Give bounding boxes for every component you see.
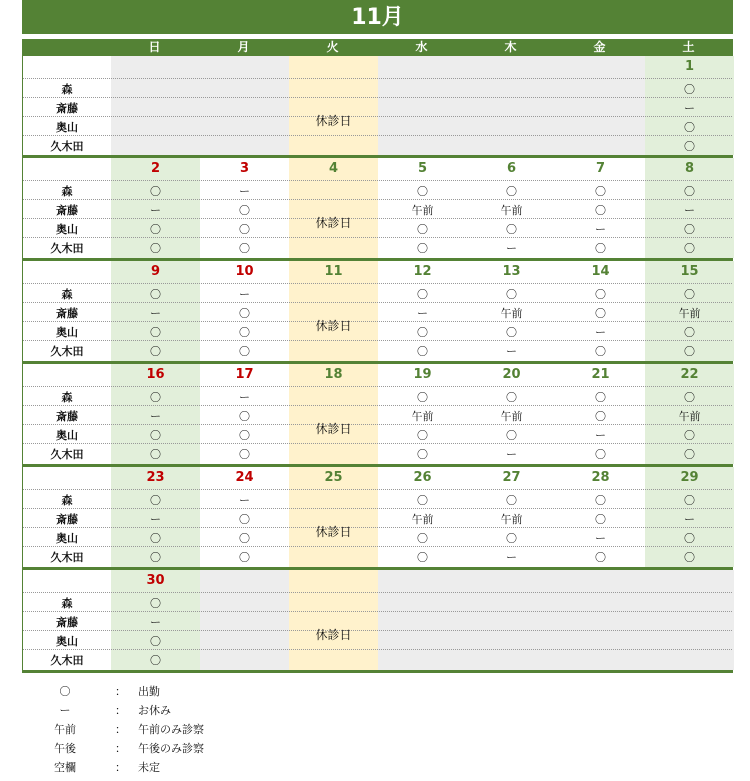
date-number: 1 (684, 59, 695, 74)
row-divider (23, 611, 732, 612)
schedule-cell: ー (239, 391, 250, 404)
schedule-cell: ー (595, 326, 606, 339)
weekday-header-mon: 月 (237, 40, 250, 54)
legend-colon: ： (115, 761, 126, 774)
schedule-cell: 〇 (417, 391, 428, 404)
staff-name: 奥山 (56, 429, 78, 442)
day-column-bg (289, 570, 378, 670)
schedule-cell: 〇 (417, 429, 428, 442)
schedule-cell: ー (150, 410, 161, 423)
day-column-bg (556, 570, 645, 670)
schedule-cell: 〇 (150, 532, 161, 545)
date-number: 18 (324, 367, 343, 382)
legend-symbol: 空欄 (54, 761, 76, 774)
row-divider (23, 135, 732, 136)
calendar-grid (22, 56, 733, 673)
schedule-cell: 〇 (506, 185, 517, 198)
closed-day-label: 休診日 (315, 114, 352, 128)
legend-description: 出勤 (138, 685, 160, 698)
date-number: 26 (413, 470, 432, 485)
staff-name: 久木田 (50, 654, 84, 667)
schedule-cell: 〇 (239, 448, 250, 461)
schedule-cell: 〇 (684, 429, 695, 442)
week-row (22, 56, 733, 158)
schedule-cell: 〇 (595, 307, 606, 320)
day-column-bg (289, 56, 378, 155)
staff-name: 斎藤 (56, 410, 78, 423)
day-column-bg (556, 56, 645, 155)
staff-name: 奥山 (56, 532, 78, 545)
schedule-cell: 午前 (500, 410, 523, 423)
schedule-cell: ー (506, 345, 517, 358)
staff-name: 奥山 (56, 635, 78, 648)
schedule-cell: 〇 (239, 345, 250, 358)
legend-description: 午前のみ診察 (138, 723, 204, 736)
staff-name: 森 (61, 83, 73, 96)
schedule-cell: 〇 (684, 140, 695, 153)
weekday-header-fri: 金 (593, 40, 606, 54)
row-divider (23, 237, 732, 238)
schedule-cell: 〇 (684, 448, 695, 461)
date-number: 30 (146, 573, 165, 588)
schedule-cell: 〇 (150, 494, 161, 507)
schedule-cell: ー (150, 616, 161, 629)
date-number: 15 (680, 264, 699, 279)
row-divider (23, 649, 732, 650)
staff-name: 久木田 (50, 448, 84, 461)
row-divider (23, 302, 732, 303)
staff-name: 奥山 (56, 121, 78, 134)
schedule-cell: 〇 (684, 326, 695, 339)
date-number: 14 (591, 264, 610, 279)
schedule-cell: 〇 (417, 551, 428, 564)
schedule-cell: 〇 (150, 551, 161, 564)
schedule-cell: 〇 (150, 326, 161, 339)
schedule-cell: 〇 (595, 345, 606, 358)
row-divider (23, 78, 732, 79)
schedule-cell: 〇 (150, 345, 161, 358)
legend-symbol: 〇 (59, 685, 71, 698)
schedule-cell: 〇 (417, 242, 428, 255)
date-number: 3 (239, 161, 250, 176)
schedule-cell: ー (239, 185, 250, 198)
schedule-cell: 午前 (411, 513, 434, 526)
schedule-cell: 〇 (684, 391, 695, 404)
schedule-cell: 〇 (684, 242, 695, 255)
schedule-cell: 〇 (417, 448, 428, 461)
schedule-cell: 〇 (506, 326, 517, 339)
schedule-cell: 午前 (678, 307, 701, 320)
row-divider (23, 199, 732, 200)
date-number: 23 (146, 470, 165, 485)
month-title: 11月 (22, 0, 733, 34)
day-column-bg (645, 570, 734, 670)
schedule-cell: 〇 (150, 223, 161, 236)
schedule-cell: 〇 (239, 326, 250, 339)
staff-name: 久木田 (50, 345, 84, 358)
date-number: 9 (150, 264, 161, 279)
schedule-cell: 〇 (684, 185, 695, 198)
row-divider (23, 340, 732, 341)
schedule-cell: 〇 (239, 429, 250, 442)
schedule-cell: ー (506, 242, 517, 255)
schedule-cell: 〇 (417, 288, 428, 301)
weekday-header-tue: 火 (326, 40, 339, 54)
schedule-cell: 〇 (417, 494, 428, 507)
legend-colon: ： (115, 723, 126, 736)
closed-day-label: 休診日 (315, 628, 352, 642)
date-number: 17 (235, 367, 254, 382)
schedule-cell: 〇 (595, 551, 606, 564)
schedule-cell: 午前 (411, 410, 434, 423)
date-number: 28 (591, 470, 610, 485)
staff-name: 森 (61, 494, 73, 507)
day-column-bg (378, 56, 467, 155)
date-number: 5 (417, 161, 428, 176)
legend-colon: ： (115, 742, 126, 755)
date-number: 11 (324, 264, 343, 279)
schedule-cell: 〇 (239, 551, 250, 564)
weekday-header-row (22, 39, 733, 56)
staff-name: 森 (61, 288, 73, 301)
legend-description: 未定 (138, 761, 160, 774)
schedule-cell: ー (417, 307, 428, 320)
day-column-bg (467, 56, 556, 155)
day-column-bg (378, 570, 467, 670)
schedule-cell: 〇 (595, 204, 606, 217)
schedule-cell: 〇 (595, 513, 606, 526)
schedule-cell: 〇 (150, 635, 161, 648)
schedule-cell: 午前 (678, 410, 701, 423)
row-divider (23, 180, 732, 181)
schedule-cell: 〇 (239, 223, 250, 236)
week-row (22, 261, 733, 364)
schedule-cell: 〇 (684, 83, 695, 96)
row-divider (23, 546, 732, 547)
schedule-cell: 〇 (595, 391, 606, 404)
date-number: 25 (324, 470, 343, 485)
closed-day-label: 休診日 (315, 422, 352, 436)
row-divider (23, 508, 732, 509)
schedule-cell: 〇 (239, 307, 250, 320)
schedule-cell: ー (150, 307, 161, 320)
schedule-cell: 〇 (239, 532, 250, 545)
schedule-cell: 〇 (150, 242, 161, 255)
date-number: 12 (413, 264, 432, 279)
legend-description: 午後のみ診察 (138, 742, 204, 755)
schedule-cell: 〇 (150, 429, 161, 442)
schedule-cell: ー (239, 288, 250, 301)
date-number: 13 (502, 264, 521, 279)
schedule-cell: ー (506, 448, 517, 461)
schedule-cell: 〇 (150, 597, 161, 610)
schedule-cell: 〇 (417, 185, 428, 198)
schedule-cell: ー (595, 429, 606, 442)
legend-colon: ： (115, 704, 126, 717)
schedule-cell: 〇 (684, 345, 695, 358)
schedule-cell: 〇 (417, 223, 428, 236)
week-row (22, 570, 733, 673)
closed-day-label: 休診日 (315, 319, 352, 333)
row-divider (23, 386, 732, 387)
schedule-cell: 午前 (411, 204, 434, 217)
schedule-cell: 〇 (595, 410, 606, 423)
schedule-cell: 〇 (595, 185, 606, 198)
row-divider (23, 489, 732, 490)
schedule-cell: ー (684, 513, 695, 526)
legend-symbol: 午後 (54, 742, 76, 755)
row-divider (23, 592, 732, 593)
staff-name: 奥山 (56, 326, 78, 339)
date-number: 27 (502, 470, 521, 485)
schedule-cell: ー (150, 513, 161, 526)
schedule-cell: 〇 (595, 242, 606, 255)
schedule-cell: 〇 (417, 345, 428, 358)
weekday-header-sun: 日 (148, 40, 161, 54)
day-column-bg (200, 56, 289, 155)
date-number: 4 (328, 161, 339, 176)
schedule-cell: 〇 (506, 494, 517, 507)
staff-name: 森 (61, 185, 73, 198)
staff-name: 斎藤 (56, 307, 78, 320)
schedule-cell: 〇 (239, 513, 250, 526)
schedule-cell: 〇 (684, 121, 695, 134)
schedule-cell: 〇 (239, 204, 250, 217)
schedule-cell: 〇 (684, 494, 695, 507)
weekday-header-wed: 水 (415, 40, 428, 54)
schedule-cell: 〇 (417, 532, 428, 545)
date-number: 29 (680, 470, 699, 485)
schedule-cell: 〇 (239, 242, 250, 255)
day-column-bg (111, 56, 200, 155)
staff-name: 斎藤 (56, 616, 78, 629)
schedule-cell: ー (595, 532, 606, 545)
row-divider (23, 443, 732, 444)
staff-name: 奥山 (56, 223, 78, 236)
week-row (22, 467, 733, 570)
schedule-cell: ー (595, 223, 606, 236)
legend-description: お休み (138, 704, 171, 717)
date-number: 16 (146, 367, 165, 382)
date-number: 24 (235, 470, 254, 485)
schedule-cell: 〇 (150, 185, 161, 198)
schedule-cell: 〇 (595, 288, 606, 301)
schedule-cell: 〇 (506, 223, 517, 236)
staff-name: 斎藤 (56, 513, 78, 526)
legend-symbol: 午前 (54, 723, 76, 736)
schedule-cell: 午前 (500, 513, 523, 526)
schedule-cell: ー (506, 551, 517, 564)
staff-name: 斎藤 (56, 102, 78, 115)
date-number: 8 (684, 161, 695, 176)
schedule-cell: 〇 (595, 448, 606, 461)
weekday-header-spacer (22, 39, 110, 56)
schedule-cell: 〇 (684, 223, 695, 236)
schedule-cell: 〇 (506, 429, 517, 442)
legend-colon: ： (115, 685, 126, 698)
schedule-cell: 〇 (595, 494, 606, 507)
date-number: 2 (150, 161, 161, 176)
week-row (22, 364, 733, 467)
weekday-header-sat: 土 (682, 40, 695, 54)
staff-name: 久木田 (50, 551, 84, 564)
staff-name: 森 (61, 597, 73, 610)
schedule-cell: 〇 (150, 288, 161, 301)
schedule-cell: 〇 (417, 326, 428, 339)
date-number: 22 (680, 367, 699, 382)
legend-symbol: ー (59, 704, 71, 717)
schedule-cell: 〇 (506, 288, 517, 301)
schedule-cell: 〇 (506, 532, 517, 545)
date-number: 10 (235, 264, 254, 279)
schedule-cell: 〇 (150, 391, 161, 404)
row-divider (23, 405, 732, 406)
schedule-cell: ー (239, 494, 250, 507)
schedule-cell: 〇 (684, 288, 695, 301)
closed-day-label: 休診日 (315, 525, 352, 539)
date-number: 6 (506, 161, 517, 176)
schedule-cell: 〇 (684, 551, 695, 564)
schedule-cell: 〇 (239, 410, 250, 423)
schedule-cell: 午前 (500, 307, 523, 320)
schedule-cell: 〇 (684, 532, 695, 545)
schedule-cell: ー (150, 204, 161, 217)
date-number: 7 (595, 161, 606, 176)
weekday-header-thu: 木 (504, 40, 517, 54)
schedule-cell: 〇 (506, 391, 517, 404)
date-number: 19 (413, 367, 432, 382)
week-row (22, 158, 733, 261)
row-divider (23, 283, 732, 284)
date-number: 21 (591, 367, 610, 382)
schedule-cell: 〇 (150, 654, 161, 667)
day-column-bg (200, 570, 289, 670)
date-number: 20 (502, 367, 521, 382)
day-column-bg (467, 570, 556, 670)
staff-name: 森 (61, 391, 73, 404)
row-divider (23, 97, 732, 98)
staff-name: 久木田 (50, 242, 84, 255)
staff-name: 久木田 (50, 140, 84, 153)
staff-name: 斎藤 (56, 204, 78, 217)
schedule-cell: 午前 (500, 204, 523, 217)
schedule-cell: 〇 (150, 448, 161, 461)
closed-day-label: 休診日 (315, 216, 352, 230)
schedule-cell: ー (684, 102, 695, 115)
schedule-cell: ー (684, 204, 695, 217)
